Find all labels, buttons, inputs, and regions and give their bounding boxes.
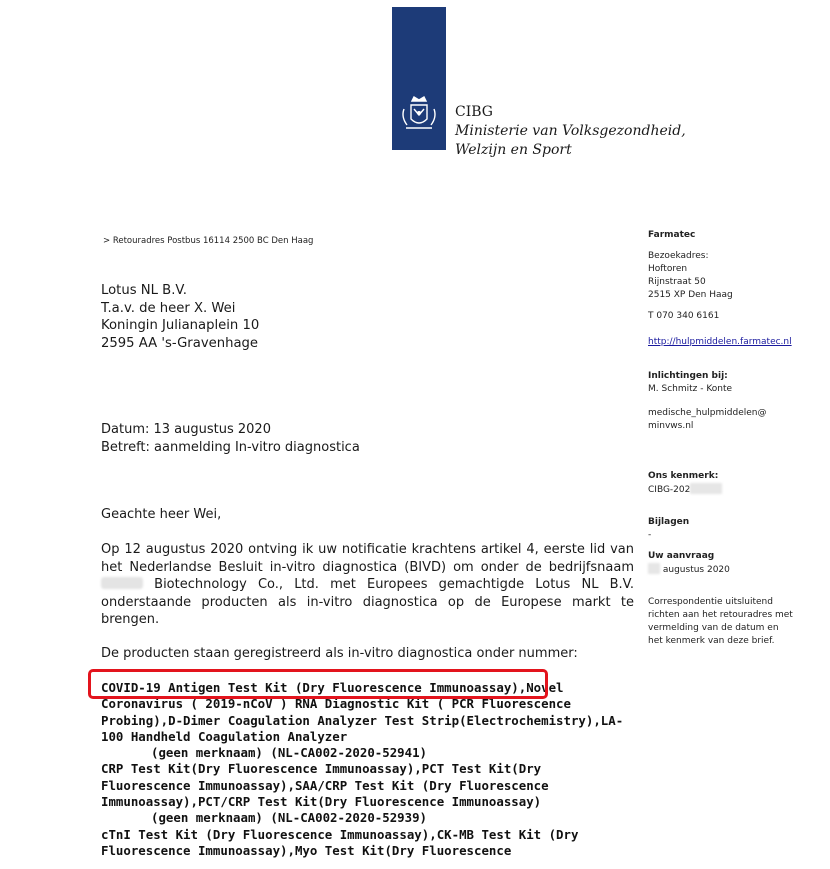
- product-line: COVID-19 Antigen Test Kit (Dry Fluorescence Immunoassay),Novel: [101, 680, 564, 695]
- highlight-box: [88, 669, 548, 699]
- letter-meta: [101, 421, 360, 457]
- org-short: CIBG: [455, 104, 493, 120]
- product-line: 100 Handheld Coagulation Analyzer: [101, 728, 348, 744]
- info-name: M. Schmitz - Konte: [648, 384, 733, 394]
- product-line: Fluorescence Immunoassay),SAA/CRP Test Kit (Dry Fluorescence: [101, 777, 549, 793]
- product-line: cTnI Test Kit (Dry Fluorescence Immunoassay),CK-MB Test Kit (Dry: [101, 826, 579, 842]
- letter-subject: Betreft: aanmelding In-vitro diagnostica: [101, 440, 360, 455]
- paragraph-1-part-a: Op 12 augustus 2020 ontving ik uw notificatie krachtens artikel 4, eerste lid van het Nederlandse Besluit in-vitro diagnostica (BIVD) om onder de bedrijfsnaam: [101, 542, 634, 575]
- sidebar-info: [648, 370, 732, 396]
- visit-label: Bezoekadres:: [648, 251, 709, 261]
- sidebar-request: [648, 550, 730, 577]
- visit-city: 2515 XP Den Haag: [648, 290, 733, 300]
- product-line: Coronavirus ( 2019-nCoV ) RNA Diagnostic Kit ( PCR Fluorescence: [101, 696, 571, 712]
- product-list: [101, 680, 641, 859]
- body-paragraph-2: De producten staan geregistreerd als in-vitro diagnostica onder nummer:: [101, 646, 578, 661]
- sidebar-attachments: [648, 516, 689, 542]
- ref-value: CIBG-202: [648, 483, 722, 497]
- recipient-company: Lotus NL B.V.: [101, 283, 187, 298]
- sidebar-reference: [648, 470, 722, 497]
- note-line: het kenmerk van deze brief.: [648, 636, 775, 646]
- request-value: augustus 2020: [648, 563, 730, 577]
- redacted-text: [690, 483, 722, 494]
- recipient-street: Koningin Julianaplein 10: [101, 318, 260, 333]
- letter-date: Datum: 13 augustus 2020: [101, 422, 271, 437]
- sidebar-visit-address: [648, 250, 733, 302]
- paragraph-1-part-b: Biotechnology Co., Ltd. met Europees gemachtigde Lotus NL B.V. onderstaande producten als in-vitro diagnostica op de Europese markt te brengen.: [101, 577, 634, 628]
- request-label: Uw aanvraag: [648, 551, 715, 561]
- recipient-attn: T.a.v. de heer X. Wei: [101, 300, 236, 316]
- sidebar-url-wrap: [648, 336, 792, 349]
- ministry-line2: Welzijn en Sport: [455, 142, 572, 158]
- redacted-text: [648, 563, 660, 574]
- letterhead: [455, 103, 686, 160]
- website-link[interactable]: http://hulpmiddelen.farmatec.nl: [648, 337, 792, 347]
- sidebar-note: [648, 596, 793, 648]
- registration-number: (geen merknaam) (NL-CA002-2020-52941): [151, 745, 428, 761]
- coat-of-arms-icon: [398, 95, 440, 137]
- visit-building: Hoftoren: [648, 264, 688, 274]
- sidebar-dept: Farmatec: [648, 230, 696, 240]
- salutation: Geachte heer Wei,: [101, 507, 222, 522]
- recipient-address: [101, 282, 259, 352]
- product-line: Immunoassay),PCT/CRP Test Kit(Dry Fluorescence Immunoassay): [101, 794, 542, 810]
- attach-label: Bijlagen: [648, 517, 690, 527]
- product-line: CRP Test Kit(Dry Fluorescence Immunoassay),PCT Test Kit(Dry: [101, 761, 542, 777]
- email-line1: medische_hulpmiddelen@: [648, 408, 767, 418]
- info-label: Inlichtingen bij:: [648, 371, 728, 381]
- attach-value: -: [648, 530, 652, 540]
- product-line: Fluorescence Immunoassay),Myo Test Kit(Dry Fluorescence: [101, 842, 512, 858]
- visit-street: Rijnstraat 50: [648, 277, 706, 287]
- note-line: richten aan het retouradres met: [648, 610, 793, 620]
- body-paragraph-1: [101, 541, 634, 629]
- redacted-text: [101, 577, 143, 589]
- ref-label: Ons kenmerk:: [648, 471, 719, 481]
- sidebar-email[interactable]: [648, 407, 767, 433]
- ministry-line1: Ministerie van Volksgezondheid,: [455, 123, 686, 139]
- note-line: Correspondentie uitsluitend: [648, 597, 773, 607]
- product-line: Probing),D-Dimer Coagulation Analyzer Test Strip(Electrochemistry),LA-: [101, 712, 624, 728]
- registration-number: (geen merknaam) (NL-CA002-2020-52939): [151, 810, 428, 826]
- email-line2: minvws.nl: [648, 421, 694, 431]
- sidebar-phone: T 070 340 6161: [648, 311, 720, 321]
- return-address: > Retouradres Postbus 16114 2500 BC Den Haag: [103, 236, 314, 246]
- recipient-city: 2595 AA 's-Gravenhage: [101, 335, 259, 351]
- note-line: vermelding van de datum en: [648, 623, 779, 633]
